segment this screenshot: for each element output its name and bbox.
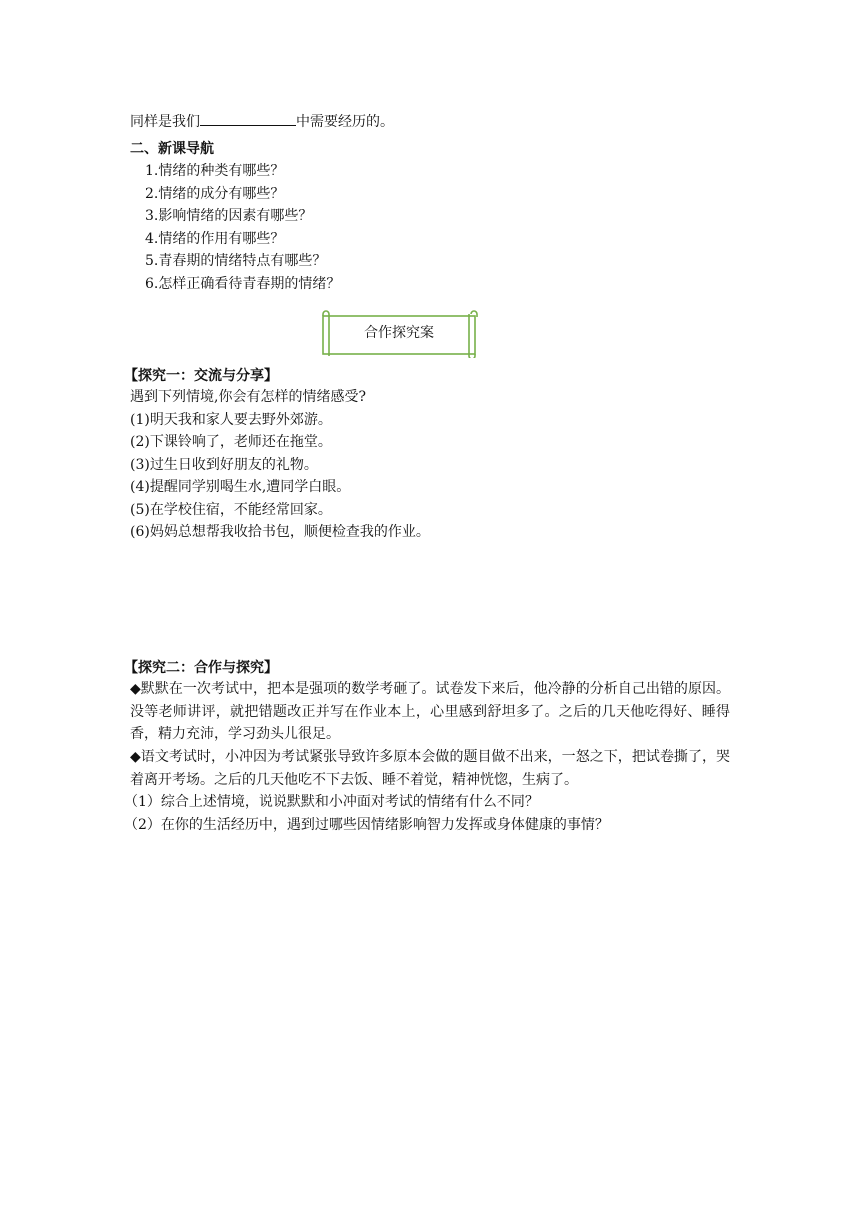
scenario-item: (3)过生日收到好朋友的礼物。 [130, 457, 318, 473]
guide-item: 6.怎样正确看待青春期的情绪？ [145, 276, 341, 292]
explore-one-prompt: 遇到下列情境,你会有怎样的情绪感受? [130, 389, 366, 405]
case-paragraph-momo: ◆默默在一次考试中，把本是强项的数学考砸了。试卷发下来后，他冷静的分析自己出错的原因。没等老师讲评，就把错题改正并写在作业本上，心里感到舒坦多了。之后的几天他吃得好、睡得香，精力充沛，学习劲头儿很足。 [130, 681, 730, 742]
explore-one-heading: 【探究一：交流与分享】 [124, 368, 278, 384]
scroll-banner [318, 310, 480, 358]
question-one: （1）综合上述情境，说说默默和小冲面对考试的情绪有什么不同？ [124, 794, 539, 810]
section-heading-new-lesson: 二、新课导航 [130, 141, 214, 157]
guide-item: 1.情绪的种类有哪些？ [145, 163, 285, 179]
scenario-item: (4)提醒同学别喝生水,遭同学白眼。 [130, 479, 351, 495]
fill-in-blank [200, 111, 296, 126]
explore-two-heading: 【探究二：合作与探究】 [124, 660, 278, 676]
banner-label: 合作探究案 [364, 325, 434, 341]
scenario-item: (1)明天我和家人要去野外郊游。 [130, 412, 332, 428]
question-two: （2）在你的生活经历中，遇到过哪些因情绪影响智力发挥或身体健康的事情？ [124, 817, 609, 833]
intro-suffix: 中需要经历的。 [296, 114, 394, 130]
scenario-item: (5)在学校住宿，不能经常回家。 [130, 502, 332, 518]
scenario-item: (6)妈妈总想帮我收拾书包，顺便检查我的作业。 [130, 524, 430, 540]
scenario-item: (2)下课铃响了，老师还在拖堂。 [130, 434, 332, 450]
guide-item: 3.影响情绪的因素有哪些？ [145, 208, 313, 224]
intro-line [130, 111, 394, 132]
intro-prefix: 同样是我们 [130, 114, 200, 130]
case-paragraph-xiaochong: ◆语文考试时，小冲因为考试紧张导致许多原本会做的题目做不出来，一怒之下，把试卷撕了，哭着离开考场。之后的几天他吃不下去饭、睡不着觉，精神恍惚，生病了。 [130, 749, 730, 788]
guide-item: 2.情绪的成分有哪些？ [145, 186, 285, 202]
guide-item: 5.青春期的情绪特点有哪些？ [145, 253, 327, 269]
guide-item: 4.情绪的作用有哪些？ [145, 231, 285, 247]
